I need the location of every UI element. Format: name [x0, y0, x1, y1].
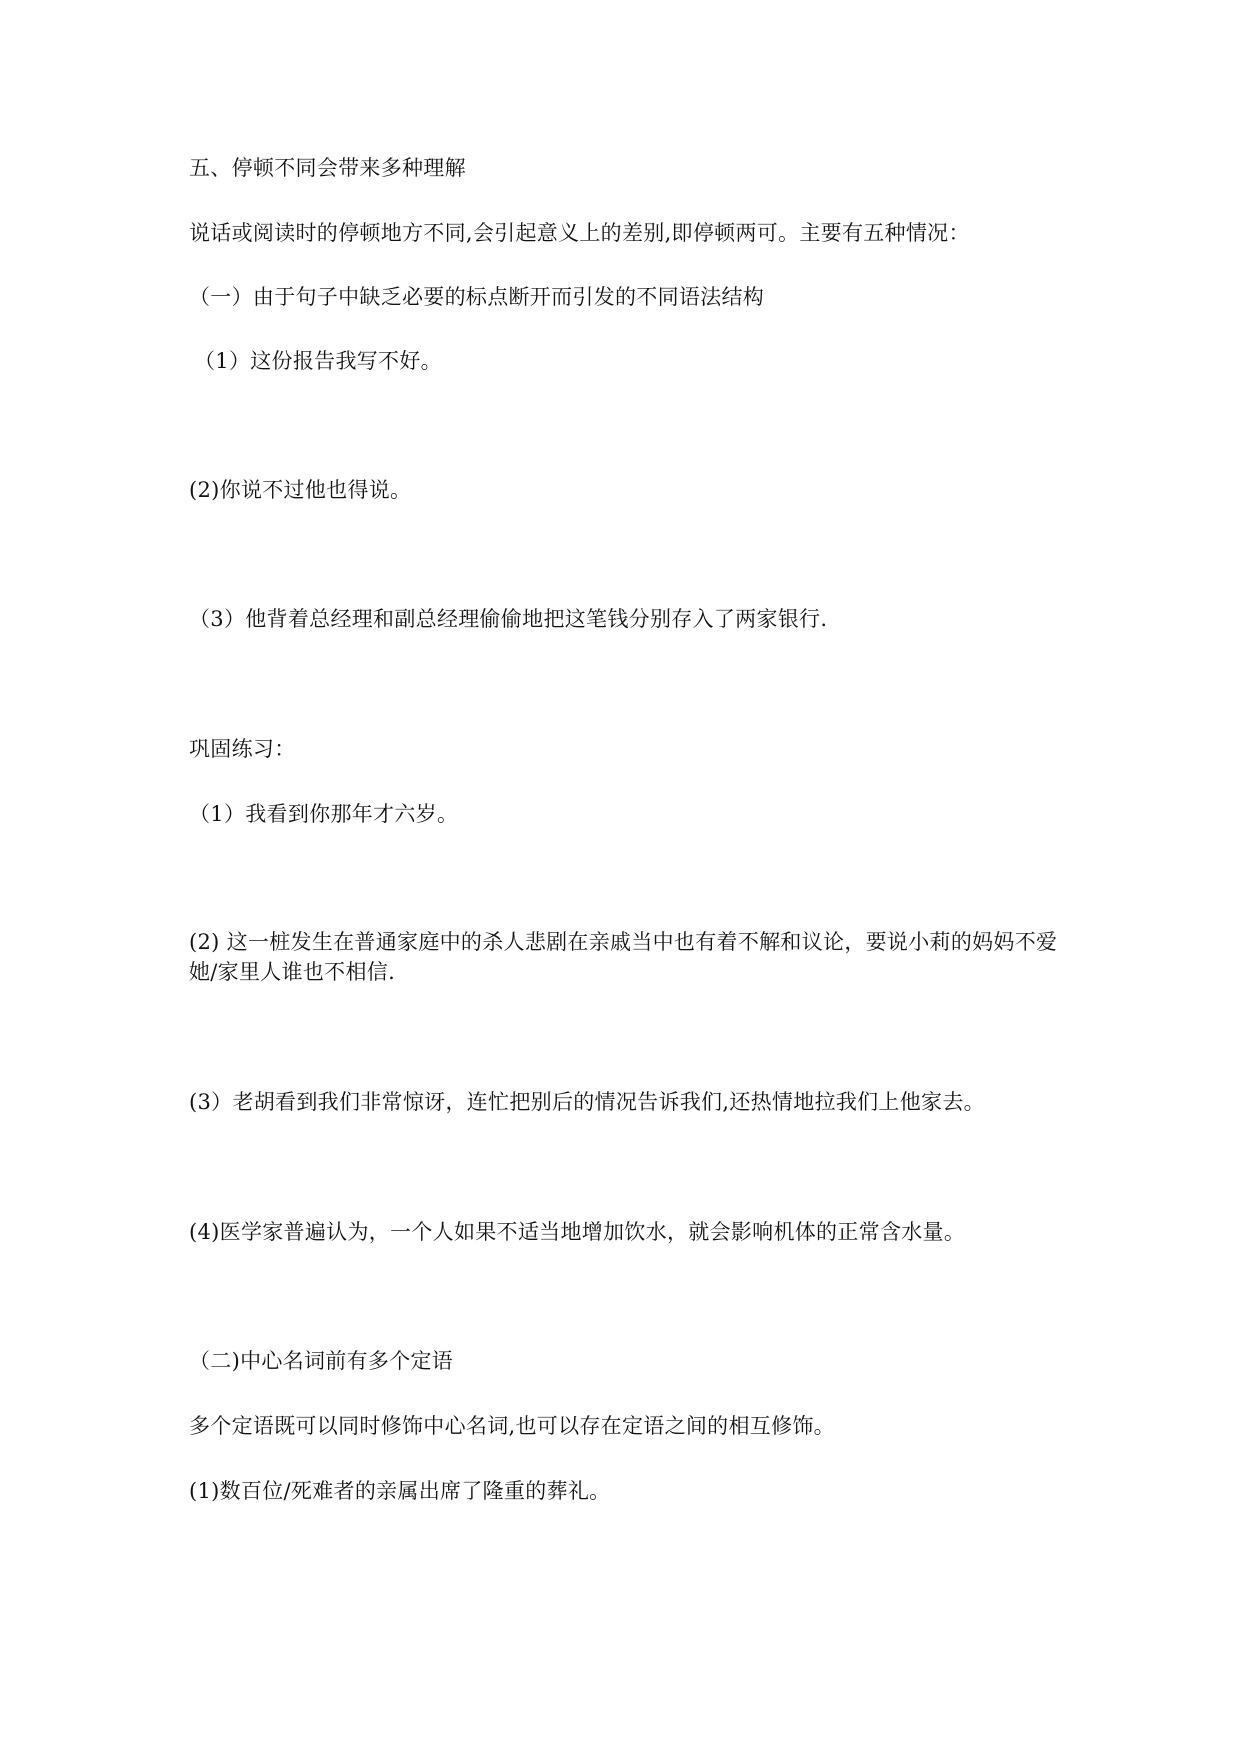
section-heading: 五、停顿不同会带来多种理解: [189, 156, 466, 180]
practice-item-1: （1）我看到你那年才六岁。: [189, 802, 459, 826]
subsection-title-2: （二)中心名词前有多个定语: [189, 1349, 454, 1373]
section2-intro: 多个定语既可以同时修饰中心名词,也可以存在定语之间的相互修饰。: [189, 1414, 835, 1438]
subsection-title-1: （一）由于句子中缺乏必要的标点断开而引发的不同语法结构: [189, 285, 765, 309]
practice-item-3: (3）老胡看到我们非常惊讶，连忙把别后的情况告诉我们,还热情地拉我们上他家去。: [189, 1090, 985, 1114]
practice-item-4: (4)医学家普遍认为，一个人如果不适当地增加饮水，就会影响机体的正常含水量。: [189, 1220, 966, 1244]
section2-example-1: (1)数百位/死难者的亲属出席了隆重的葬礼。: [189, 1479, 611, 1503]
practice-item-2: (2) 这一桩发生在普通家庭中的杀人悲剧在亲戚当中也有着不解和议论，要说小莉的妈妈不爱她/家里人谁也不相信.: [189, 930, 1058, 984]
example-3: （3）他背着总经理和副总经理偷偷地把这笔钱分别存入了两家银行.: [189, 607, 828, 631]
example-2: (2)你说不过他也得说。: [189, 478, 412, 502]
example-1: （1）这份报告我写不好。: [194, 349, 442, 373]
practice-title: 巩固练习：: [189, 737, 296, 761]
intro-paragraph: 说话或阅读时的停顿地方不同,会引起意义上的差别,即停顿两可。主要有五种情况：: [189, 221, 970, 245]
